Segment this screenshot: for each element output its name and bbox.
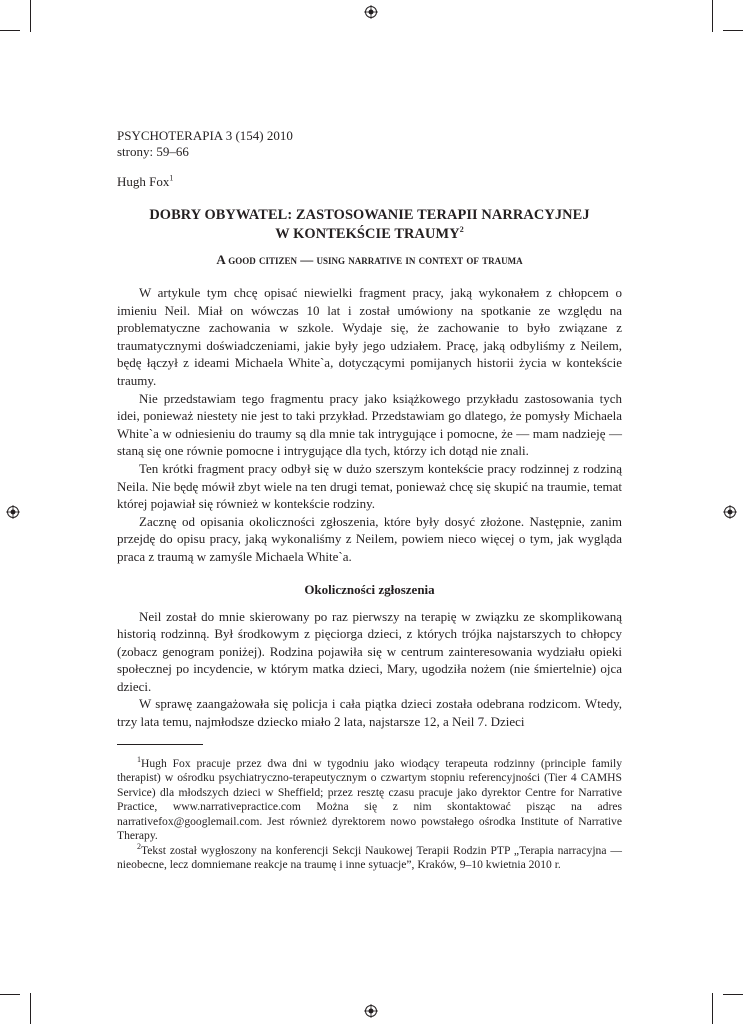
registration-mark-left-icon (6, 505, 20, 519)
crop-mark-bottom-left-v (30, 993, 31, 1024)
author-footnote-ref: 1 (169, 173, 174, 183)
article-title (117, 206, 622, 244)
footnote-number: 2 (137, 841, 141, 851)
title-line-2: W KONTEKŚCIE TRAUMY$^2$ (275, 225, 464, 242)
title-footnote-ref: 2 (459, 225, 464, 235)
paragraph: Zacznę od opisania okoliczności zgłoszenia, które były dosyć złożone. Następnie, zanim przejdę do opisu pracy, jaką wykonaliśmy z Neilem, powiem nieco więcej o tym, jak wygląda praca z traumą w zamyśle Michaela White`a. (117, 513, 622, 564)
article-subtitle: A good citizen — using narrative in context of trauma (216, 252, 523, 267)
footnote-text: Tekst został wygłoszony na konferencji Sekcji Naukowej Terapii Rodzin PTP „Terapia narracyjna — nieobecne, lecz domniemane reakcje na traumę i inne sytuacje”, Kraków, 9–10 kwietnia 2010 r. (117, 843, 622, 872)
crop-mark-top-left-h (0, 30, 20, 31)
journal-title: PSYCHOTERAPIA 3 (154) 2010 (117, 128, 293, 143)
journal-header (117, 128, 622, 160)
page-range: strony: 59–66 (117, 144, 189, 159)
crop-mark-bottom-left-h (0, 994, 20, 995)
footnote (117, 754, 622, 844)
section-heading: Okoliczności zgłoszenia (304, 581, 435, 597)
crop-mark-bottom-right-h (723, 994, 743, 995)
footnote-text: Hugh Fox pracuje przez dwa dni w tygodniu jako wiodący terapeuta rodzinny (principle family therapist) w ośrodku psychiatryczno-terapeutycznym o czwartym stopniu referencyjności (Tier 4 CAMHS Service) dla młodszych dzieci w Sheffield; przez resztę czasu pracuje jako dyrektor Centre for Narrative Practice, www.narrativepractice.com Można się z nim skontaktować pisząc na adres narrativefox@googlemail.com. Jest również dyrektorem nowo powstałego ośrodka Institute of Narrative Therapy. (117, 756, 622, 843)
crop-mark-bottom-right-v (712, 993, 713, 1024)
crop-mark-top-left-v (30, 0, 31, 32)
paragraph: Neil został do mnie skierowany po raz pierwszy na terapię w związku ze skomplikowaną historią rodzinną. Był środkowym z pięciorga dzieci, z których trójka najstarszych to chłopcy (zobacz genogram poniżej). Rodzina pojawiła się w centrum zainteresowania wydziału opieki społecznej po incydencie, w którym matka dzieci, Mary, ugodziła nożem (nie śmiertelnie) ojca dzieci. (117, 608, 622, 694)
footnote (117, 841, 622, 873)
author-line (117, 174, 622, 190)
paragraph: Nie przedstawiam tego fragmentu pracy jako książkowego przykładu zastosowania tych idei, ponieważ niestety nie jest to taki przykład. Przedstawiam go dlatego, że pomysły Michaela White`a w odniesieniu do traumy są dla mnie tak intrygujące i pomocne, że — mam nadzieję — staną się one równie pomocne i intrygujące dla tych, którzy ich dotąd nie znali. (117, 390, 622, 459)
article-body (117, 284, 622, 731)
paragraph: W artykule tym chcę opisać niewielki fragment pracy, jaką wykonałem z chłopcem o imieniu Neil. Miał on wówczas 10 lat i został umówiony na spotkanie ze względu na problematyczne zachowania w szkole. Wydaje się, że zachowanie to było związane z traumatycznymi doświadczeniami, jakie były jego udziałem. Pracę, jaką odbyliśmy z Neilem, będę łączył z ideami Michaela White`a, dotyczącymi pomijanych historii życia w kontekście traumy. (117, 285, 622, 388)
crop-mark-top-right-v (712, 0, 713, 32)
footnote-divider (117, 744, 203, 745)
title-line-1: DOBRY OBYWATEL: ZASTOSOWANIE TERAPII NARRACYJNEJ (149, 207, 590, 223)
page-content (117, 128, 622, 873)
registration-mark-bottom-icon (364, 1004, 378, 1018)
author-name: Hugh Fox (117, 174, 170, 189)
registration-mark-top-icon (364, 5, 378, 19)
paragraph: W sprawę zaangażowała się policja i cała piątka dzieci została odebrana rodzicom. Wtedy, trzy lata temu, najmłodsze dziecko miało 2 lata, najstarsze 12, a Neil 7. Dzieci (117, 696, 622, 730)
crop-mark-top-right-h (723, 30, 743, 31)
registration-mark-right-icon (723, 505, 737, 519)
paragraph: Ten krótki fragment pracy odbył się w dużo szerszym kontekście pracy rodzinnej z rodziną Neila. Nie będę mówił zbyt wiele na ten drugi temat, ponieważ chcę się skupić na traumie, temat której pojawiał się również w kontekście rodziny. (117, 460, 622, 512)
footnote-number: 1 (137, 754, 141, 764)
footnotes (117, 754, 622, 873)
